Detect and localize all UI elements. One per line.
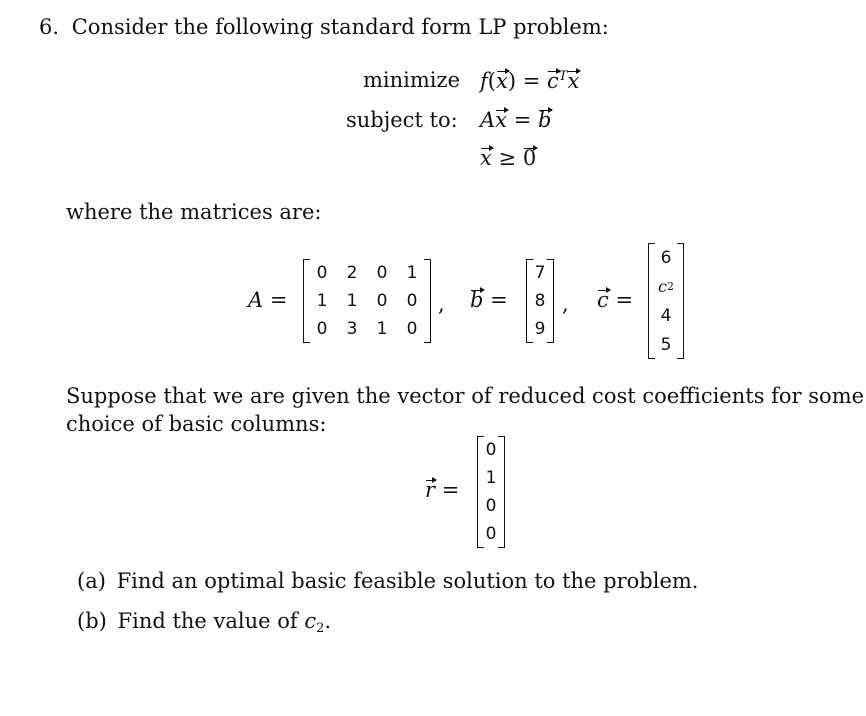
part-b-text: Find the value of — [117, 609, 298, 633]
vector-b-entry: 7 — [534, 263, 546, 283]
reduced-cost-text-line1: Suppose that we are given the vector of reduced cost coefficients for some — [66, 384, 865, 408]
vector-b-label: b = — [470, 288, 508, 312]
vector-b-entry: 9 — [534, 319, 546, 339]
part-a — [77, 571, 698, 592]
where-text: where the matrices are: — [66, 200, 322, 224]
vector-b-entry: 8 — [534, 291, 546, 311]
vector-c-label: c = — [597, 288, 634, 312]
reduced-cost-text-line2: choice of basic columns: — [66, 412, 327, 436]
problem-heading — [39, 17, 609, 38]
part-b-label: (b) — [77, 609, 107, 633]
matrix-a — [307, 259, 427, 343]
vector-r-entry: 0 — [485, 524, 497, 544]
vector-r-entry: 0 — [485, 496, 497, 516]
subject-to-label: subject to: — [346, 108, 458, 132]
problem-number: 6. — [39, 15, 60, 39]
part-a-text: Find an optimal basic feasible solution to the problem. — [116, 569, 699, 593]
vector-c-entry: 6 — [660, 247, 672, 268]
vector-c-entry: c 2 — [658, 277, 674, 296]
matrix-a-cell: 2 — [346, 263, 358, 283]
vector-r — [481, 436, 501, 548]
minimize-label: minimize — [363, 68, 460, 92]
matrix-a-cell: 0 — [406, 291, 418, 311]
matrix-a-cell: 0 — [376, 263, 388, 283]
matrix-a-cell: 1 — [406, 263, 418, 283]
vector-c-entry: 5 — [660, 334, 672, 355]
vector-c — [652, 243, 680, 359]
matrix-a-cell: 0 — [316, 319, 328, 339]
separator-comma: , — [562, 292, 569, 316]
matrix-a-cell: 0 — [406, 319, 418, 339]
matrix-a-cell: 1 — [346, 291, 358, 311]
objective-function: $f(x) = c^Tx$ — [480, 69, 580, 93]
matrix-a-cell: 3 — [346, 319, 358, 339]
matrix-a-cell: 1 — [376, 319, 388, 339]
matrix-a-cell: 0 — [316, 263, 328, 283]
vector-b — [530, 259, 550, 343]
problem-intro: Consider the following standard form LP problem: — [71, 15, 609, 39]
nonnegativity-constraint: x ≥ 0 — [480, 146, 537, 170]
part-b-variable: c — [304, 609, 317, 633]
matrix-a-cell: 1 — [316, 291, 328, 311]
vector-r-entry: 1 — [485, 468, 497, 488]
vector-r-label: r = — [425, 478, 460, 502]
vector-c-entry: 4 — [660, 305, 672, 326]
part-b: (b) Find the value of $c_2$. — [77, 609, 332, 636]
part-a-label: (a) — [77, 569, 106, 593]
vector-r-entry: 0 — [485, 440, 497, 460]
matrix-a-cell: 0 — [376, 291, 388, 311]
separator-comma: , — [438, 292, 445, 316]
equality-constraint: Ax = b — [480, 108, 552, 132]
matrix-a-label: A = — [248, 288, 288, 312]
